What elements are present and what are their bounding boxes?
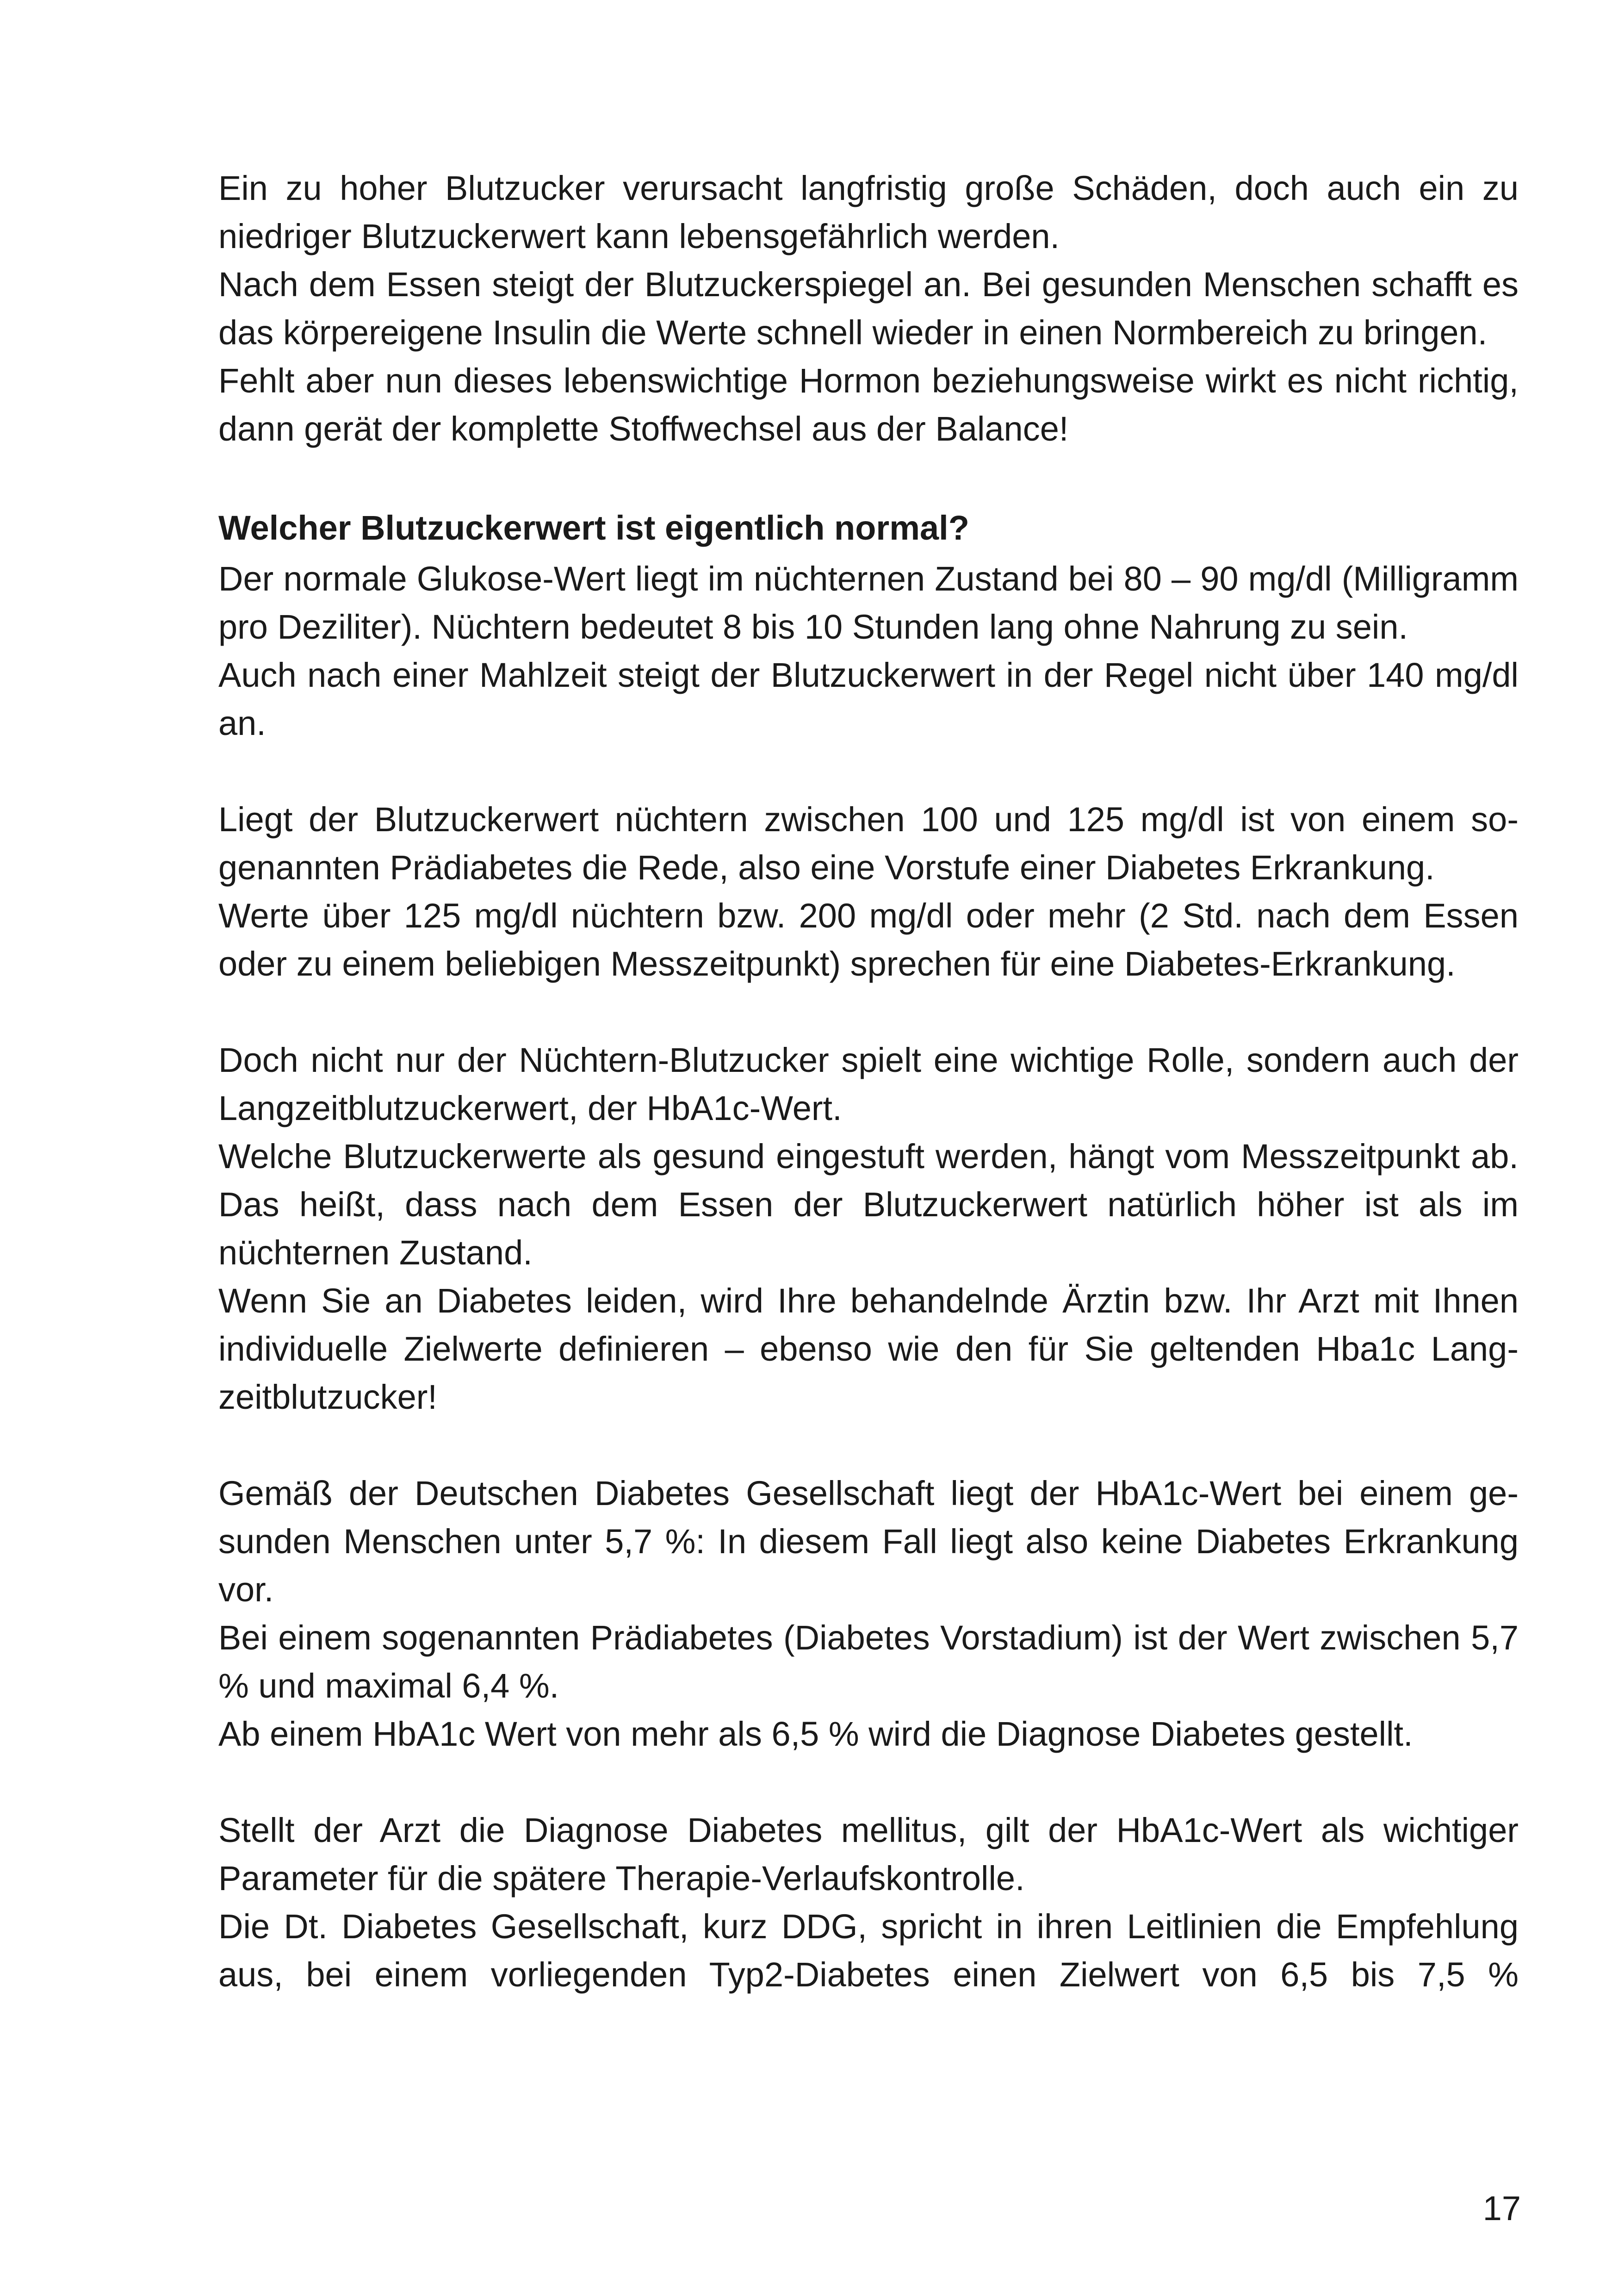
paragraph-spacer (218, 988, 1519, 1036)
paragraph: Werte über 125 mg/dl nüchtern bzw. 200 mg/dl oder mehr (2 Std. nach dem Essen oder zu einem beliebigen Messzeitpunkt) sprechen für eine Diabetes-Erkrankung. (218, 896, 1519, 983)
page-number: 17 (1482, 2189, 1521, 2228)
paragraph-spacer (218, 1758, 1519, 1806)
paragraph: Doch nicht nur der Nüchtern-Blutzucker spielt eine wichtige Rolle, sondern auch der Langzeitblutzuckerwert, der HbA1c-Wert. (218, 1041, 1519, 1127)
paragraph: Auch nach einer Mahlzeit steigt der Blutzuckerwert in der Regel nicht über 140 mg/dl an. (218, 656, 1519, 742)
paragraph: Der normale Glukose-Wert liegt im nüchternen Zustand bei 80 – 90 mg/dl (Milligramm pro Deziliter). Nüchtern bedeutet 8 bis 10 Stunden lang ohne Nahrung zu sein. (218, 560, 1519, 646)
paragraph: Ein zu hoher Blutzucker verursacht langfristig große Schäden, doch auch ein zu niedriger Blutzuckerwert kann lebensgefährlich werden. (218, 169, 1519, 255)
paragraph: Nach dem Essen steigt der Blutzuckerspiegel an. Bei gesunden Menschen schafft es das körpereigene Insulin die Werte schnell wieder in einen Normbereich zu bringen. (218, 265, 1519, 352)
paragraph: Gemäß der Deutschen Diabetes Gesellschaft liegt der HbA1c-Wert bei einem gesunden Menschen unter 5,7 %: In diesem Fall liegt also keine Diabetes Erkrankung vor. (218, 1474, 1519, 1609)
paragraph-spacer (218, 747, 1519, 796)
paragraph-spacer (218, 1421, 1519, 1469)
paragraph: Fehlt aber nun dieses lebenswichtige Hormon beziehungsweise wirkt es nicht richtig, dann gerät der komplette Stoffwechsel aus der Balance! (218, 361, 1519, 448)
page-body (218, 164, 1519, 1999)
paragraph: Bei einem sogenannten Prädiabetes (Diabetes Vorstadium) ist der Wert zwischen 5,7 % und maximal 6,4 %. (218, 1618, 1519, 1705)
paragraph: Liegt der Blutzuckerwert nüchtern zwischen 100 und 125 mg/dl ist von einem sogenannten Prädiabetes die Rede, also eine Vorstufe einer Diabetes Erkrankung. (218, 800, 1519, 887)
section-heading: Welcher Blutzuckerwert ist eigentlich normal? (218, 509, 969, 547)
paragraph: Die Dt. Diabetes Gesellschaft, kurz DDG, spricht in ihren Leitlinien die Empfehlung aus, bei einem vorliegenden Typ2-Diabetes einen Zielwert von 6,5 bis 7,5 % (218, 1907, 1519, 1994)
paragraph: Ab einem HbA1c Wert von mehr als 6,5 % wird die Diagnose Diabetes gestellt. (218, 1715, 1413, 1753)
paragraph: Stellt der Arzt die Diagnose Diabetes mellitus, gilt der HbA1c-Wert als wichtiger Parameter für die spätere Therapie-Verlaufskontrolle. (218, 1811, 1519, 1898)
paragraph: Welche Blutzuckerwerte als gesund eingestuft werden, hängt vom Messzeitpunkt ab. Das heißt, dass nach dem Essen der Blutzuckerwert natürlich höher ist als im nüchternen Zustand. (218, 1137, 1519, 1272)
paragraph-spacer (218, 453, 1519, 501)
paragraph: Wenn Sie an Diabetes leiden, wird Ihre behandelnde Ärztin bzw. Ihr Arzt mit Ihnen individuelle Zielwerte definieren – ebenso wie den für Sie geltenden Hba1c Langzeitblutzucker! (218, 1282, 1519, 1416)
